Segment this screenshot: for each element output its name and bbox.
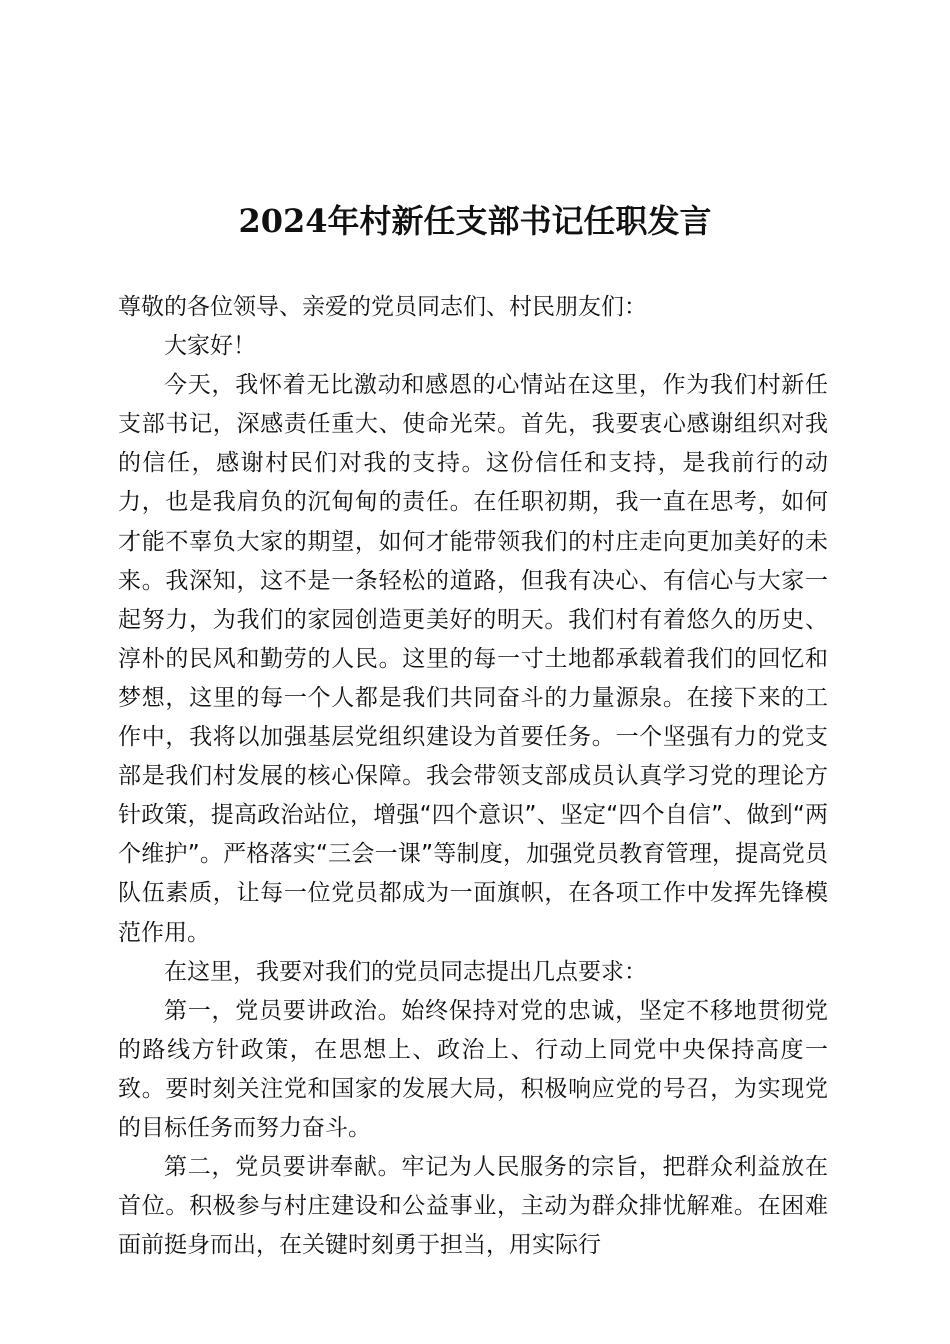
body-paragraph: 今天，我怀着无比激动和感恩的心情站在这里，作为我们村新任支部书记，深感责任重大、使命光荣。首先，我要衷心感谢组织对我的信任，感谢村民们对我的支持。这份信任和支持，是我前行的动力，也是我肩负的沉甸甸的责任。在任职初期，我一直在思考，如何才能不辜负大家的期望，如何才能带领我们的村庄走向更加美好的未来。我深知，这不是一条轻松的道路，但我有决心、有信心与大家一起努力，为我们的家园创造更美好的明天。我们村有着悠久的历史、淳朴的民风和勤劳的人民。这里的每一寸土地都承载着我们的回忆和梦想，这里的每一个人都是我们共同奋斗的力量源泉。在接下来的工作中，我将以加强基层党组织建设为首要任务。一个坚强有力的党支部是我们村发展的核心保障。我会带领支部成员认真学习党的理论方针政策，提高政治站位，增强“四个意识”、坚定“四个自信”、做到“两个维护”。严格落实“三会一课”等制度，加强党员教育管理，提高党员队伍素质，让每一位党员都成为一面旗帜，在各项工作中发挥先锋模范作用。 [118,372,828,946]
body-paragraph: 第二，党员要讲奉献。牢记为人民服务的宗旨，把群众利益放在首位。积极参与村庄建设和公益事业，主动为群众排忧解难。在困难面前挺身而出，在关键时刻勇于担当，用实际行 [118,1154,828,1259]
body-paragraph: 第一，党员要讲政治。始终保持对党的忠诚，坚定不移地贯彻党的路线方针政策，在思想上、政治上、行动上同党中央保持高度一致。要时刻关注党和国家的发展大局，积极响应党的号召，为实现党的目标任务而努力奋斗。 [118,997,828,1141]
body-paragraph: 在这里，我要对我们的党员同志提出几点要求： [164,958,647,985]
document-body [118,288,828,1265]
greeting-paragraph: 大家好！ [164,333,256,360]
salutation: 尊敬的各位领导、亲爱的党员同志们、村民朋友们： [118,294,647,320]
document-title: 2024年村新任支部书记任职发言 [238,202,712,240]
